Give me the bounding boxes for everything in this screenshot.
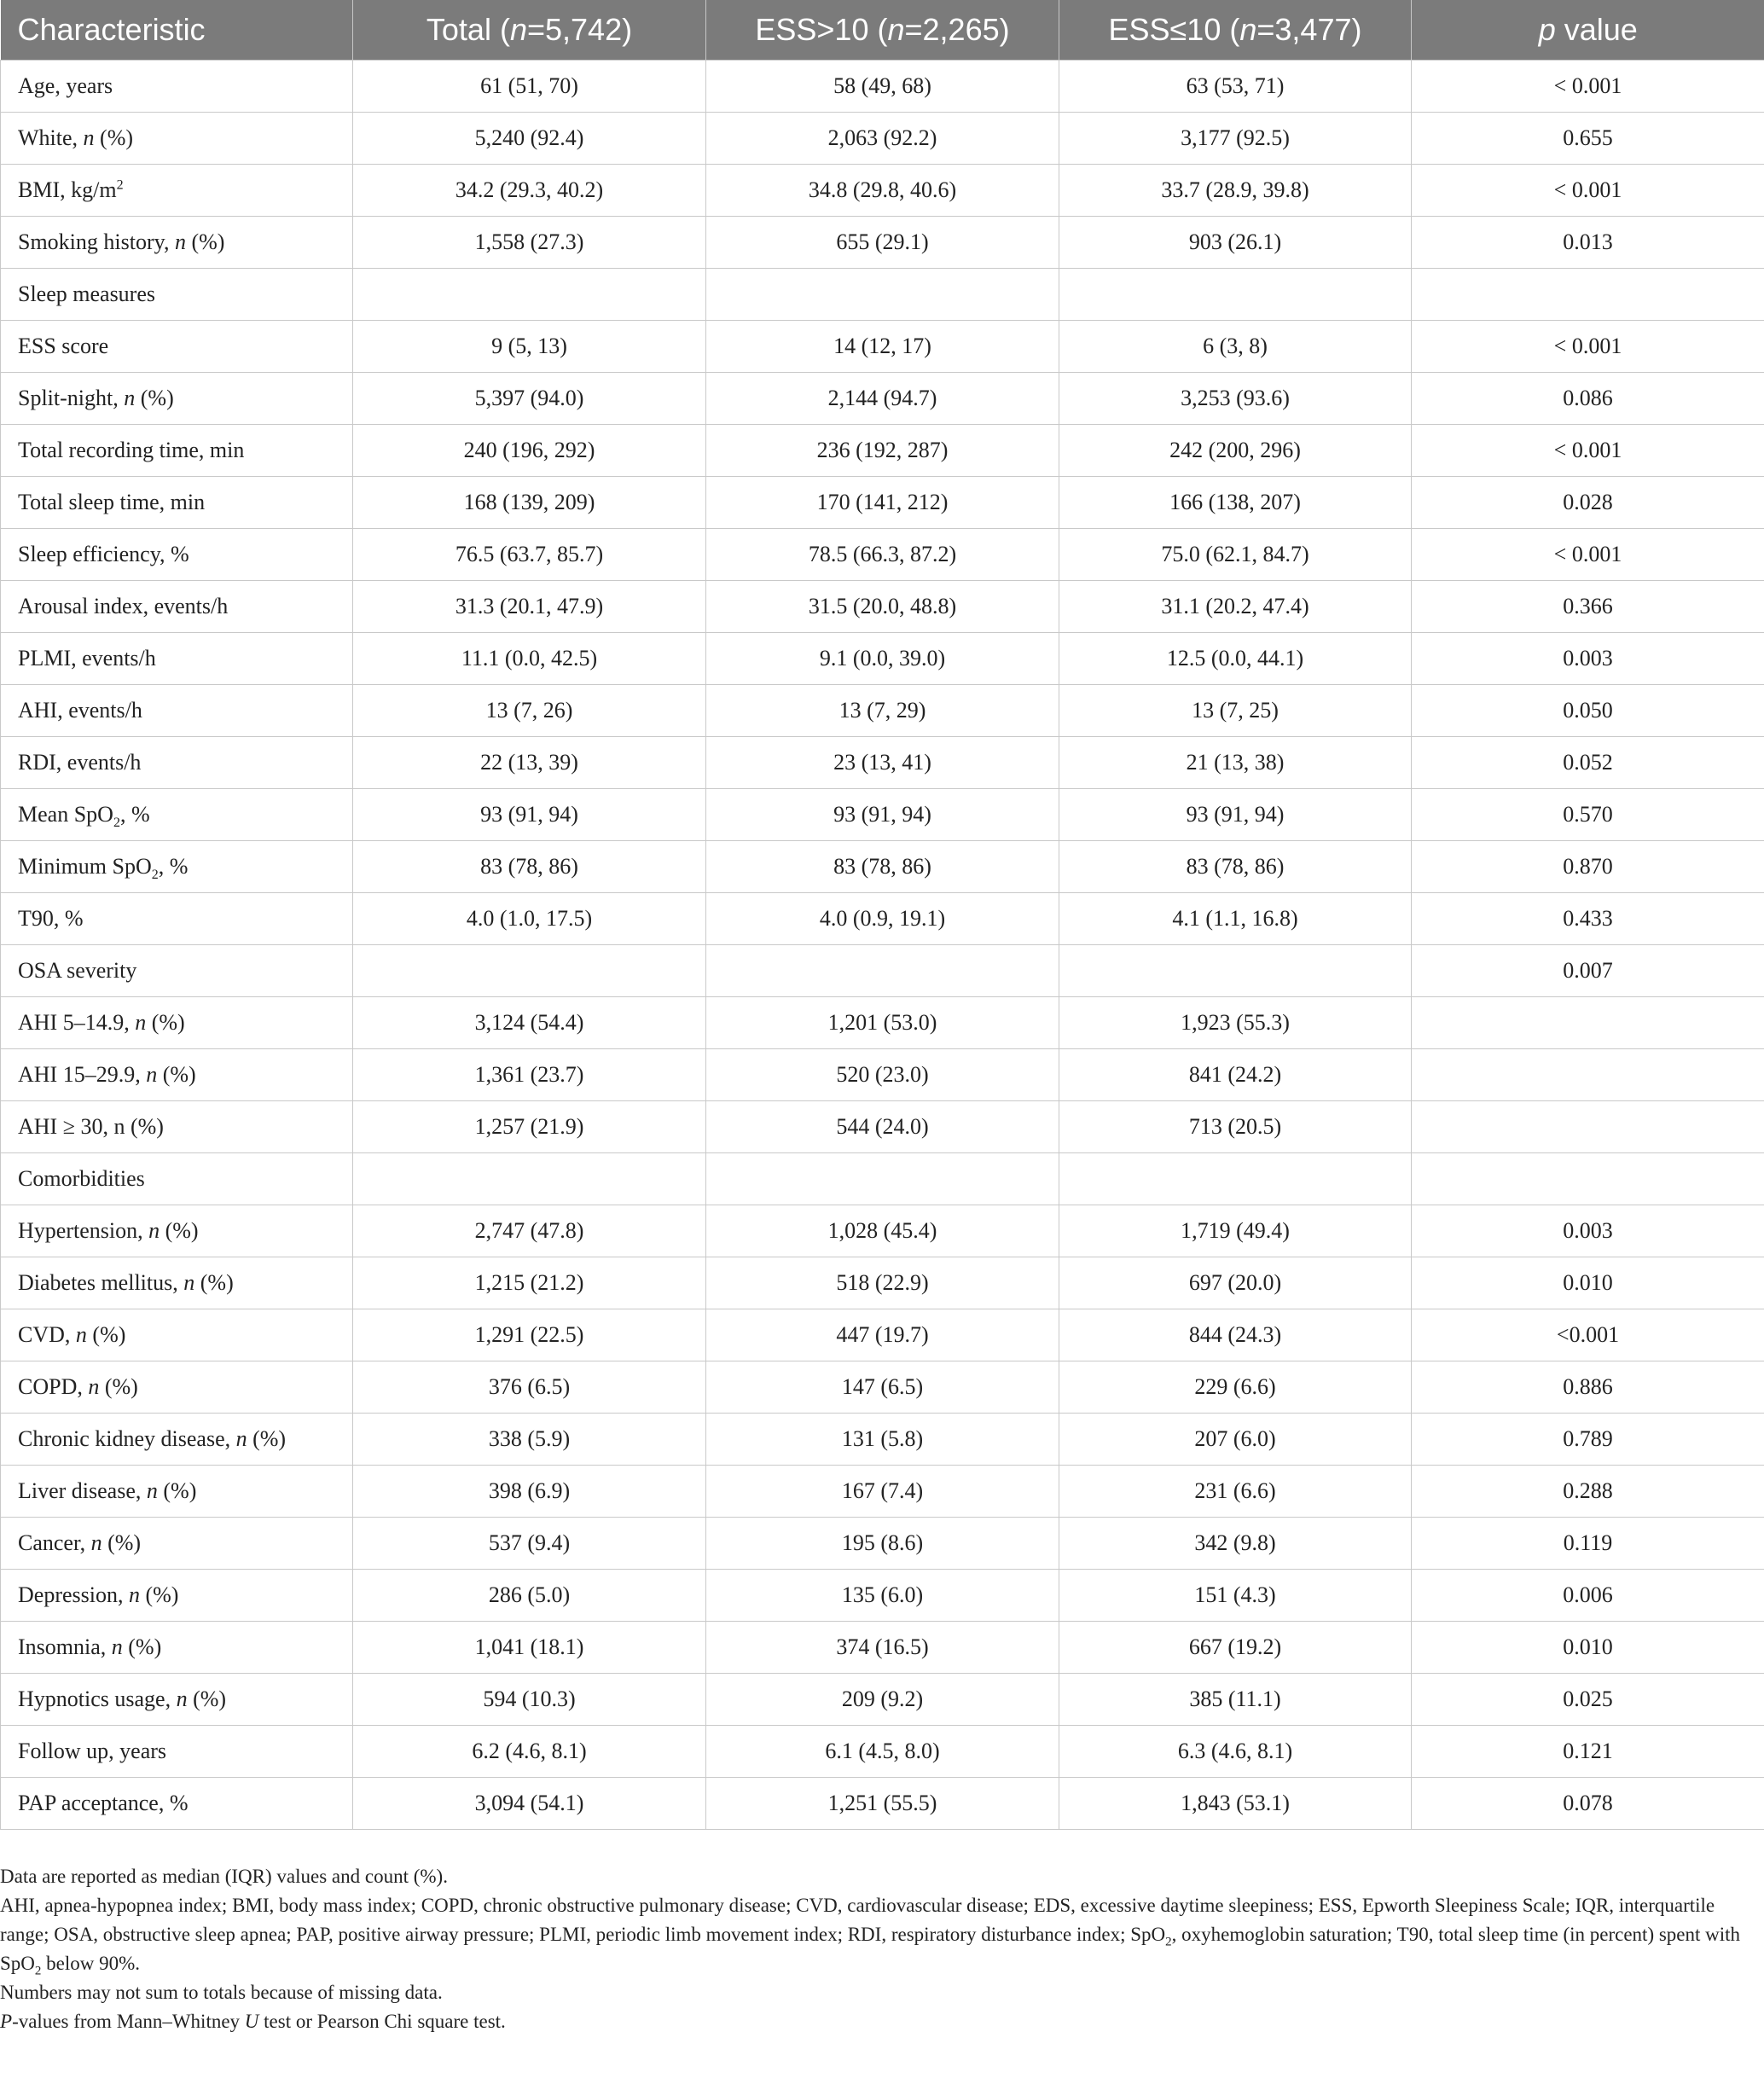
cell-ess-high: 655 (29.1): [706, 217, 1059, 269]
cell-total: 5,397 (94.0): [353, 373, 706, 425]
cell-ess-high: 1,028 (45.4): [706, 1205, 1059, 1257]
cell-ess-low: 166 (138, 207): [1059, 477, 1412, 529]
table-body: [1, 61, 1764, 1830]
cell-p-value: 0.086: [1412, 373, 1764, 425]
cell-total: 2,747 (47.8): [353, 1205, 706, 1257]
cell-ess-high: 6.1 (4.5, 8.0): [706, 1726, 1059, 1778]
row-label-text: AHI, events/h: [18, 698, 142, 723]
cell-ess-high: 374 (16.5): [706, 1622, 1059, 1674]
cell-total: 1,257 (21.9): [353, 1101, 706, 1153]
row-label-italic: n: [128, 1582, 140, 1607]
cell-ess-high: 167 (7.4): [706, 1466, 1059, 1518]
row-label-text: Split-night,: [18, 386, 125, 410]
cell-p-value: < 0.001: [1412, 61, 1764, 113]
cell-ess-low: 6.3 (4.6, 8.1): [1059, 1726, 1412, 1778]
row-label: [1, 1778, 353, 1830]
row-label-text: Total recording time, min: [18, 438, 245, 462]
cell-p-value: 0.121: [1412, 1726, 1764, 1778]
cell-ess-high: [706, 1153, 1059, 1205]
footnote-missing-data: Numbers may not sum to totals because of missing data.: [0, 1982, 443, 2003]
cell-total: [353, 1153, 706, 1205]
row-label-text: AHI ≥ 30, n (%): [18, 1114, 164, 1139]
row-label: [1, 1205, 353, 1257]
table-row: [1, 685, 1764, 737]
cell-total: 5,240 (92.4): [353, 113, 706, 165]
cell-ess-low: [1059, 1153, 1412, 1205]
table-row: [1, 737, 1764, 789]
cell-ess-low: 844 (24.3): [1059, 1309, 1412, 1361]
cell-ess-low: 31.1 (20.2, 47.4): [1059, 581, 1412, 633]
cell-p-value: < 0.001: [1412, 321, 1764, 373]
table-row: [1, 841, 1764, 893]
row-label-italic: n: [235, 1426, 247, 1451]
cell-p-value: 0.010: [1412, 1257, 1764, 1309]
cell-p-value: 0.655: [1412, 113, 1764, 165]
table-row: [1, 529, 1764, 581]
cell-p-value: 0.570: [1412, 789, 1764, 841]
header-row: [1, 0, 1764, 61]
cell-total: 168 (139, 209): [353, 477, 706, 529]
row-label-text: Age, years: [18, 73, 113, 98]
row-label: [1, 581, 353, 633]
row-label: [1, 1518, 353, 1570]
cell-total: 1,041 (18.1): [353, 1622, 706, 1674]
cell-p-value: [1412, 1049, 1764, 1101]
cell-ess-high: [706, 945, 1059, 997]
row-label: [1, 1101, 353, 1153]
cell-ess-high: 31.5 (20.0, 48.8): [706, 581, 1059, 633]
cell-ess-low: 151 (4.3): [1059, 1570, 1412, 1622]
row-label-text: Cancer,: [18, 1530, 91, 1555]
table-row: [1, 1674, 1764, 1726]
row-label-text: Follow up, years: [18, 1739, 167, 1763]
cell-p-value: 0.366: [1412, 581, 1764, 633]
cell-p-value: < 0.001: [1412, 425, 1764, 477]
row-label-superscript: 2: [116, 177, 124, 193]
cell-p-value: 0.789: [1412, 1414, 1764, 1466]
table-row: [1, 61, 1764, 113]
row-label-text: , %: [158, 854, 189, 879]
row-label: [1, 1153, 353, 1205]
table-row: [1, 1726, 1764, 1778]
row-label-text: Hypnotics usage,: [18, 1687, 177, 1711]
cell-ess-low: 1,719 (49.4): [1059, 1205, 1412, 1257]
cell-total: 1,215 (21.2): [353, 1257, 706, 1309]
cell-ess-high: 2,144 (94.7): [706, 373, 1059, 425]
cell-ess-low: 21 (13, 38): [1059, 737, 1412, 789]
row-label-text: (%): [146, 1010, 185, 1035]
footnote-data-note: Data are reported as median (IQR) values and count (%).: [0, 1866, 448, 1887]
row-label-text: (%): [122, 1634, 162, 1659]
row-label: [1, 1049, 353, 1101]
row-label-text: (%): [160, 1218, 199, 1243]
row-label: [1, 685, 353, 737]
row-label-text: (%): [194, 1270, 234, 1295]
cell-p-value: 0.028: [1412, 477, 1764, 529]
table-row: [1, 1153, 1764, 1205]
cell-ess-high: 447 (19.7): [706, 1309, 1059, 1361]
row-label-text: (%): [247, 1426, 287, 1451]
cell-total: 3,094 (54.1): [353, 1778, 706, 1830]
cell-ess-low: 3,177 (92.5): [1059, 113, 1412, 165]
cell-ess-low: 3,253 (93.6): [1059, 373, 1412, 425]
row-label-text: (%): [157, 1062, 196, 1087]
cell-p-value: < 0.001: [1412, 165, 1764, 217]
row-label: [1, 1309, 353, 1361]
cell-total: 537 (9.4): [353, 1518, 706, 1570]
row-label-text: AHI 15–29.9,: [18, 1062, 147, 1087]
row-label-text: White,: [18, 125, 84, 150]
row-label: [1, 1674, 353, 1726]
cell-ess-high: 34.8 (29.8, 40.6): [706, 165, 1059, 217]
cell-ess-low: 242 (200, 296): [1059, 425, 1412, 477]
row-label: [1, 789, 353, 841]
row-label-text: COPD,: [18, 1374, 89, 1399]
cell-ess-low: 63 (53, 71): [1059, 61, 1412, 113]
cell-total: 83 (78, 86): [353, 841, 706, 893]
cell-ess-low: 1,843 (53.1): [1059, 1778, 1412, 1830]
row-label-text: Mean SpO: [18, 802, 113, 827]
row-label: [1, 1257, 353, 1309]
cell-total: 6.2 (4.6, 8.1): [353, 1726, 706, 1778]
row-label-text: Depression,: [18, 1582, 129, 1607]
table-row: [1, 1205, 1764, 1257]
row-label-text: (%): [157, 1478, 197, 1503]
row-label-text: PAP acceptance, %: [18, 1791, 189, 1815]
row-label: [1, 529, 353, 581]
cell-total: 398 (6.9): [353, 1466, 706, 1518]
table-row: [1, 269, 1764, 321]
row-label-text: Chronic kidney disease,: [18, 1426, 236, 1451]
cell-ess-low: 841 (24.2): [1059, 1049, 1412, 1101]
row-label-text: Total sleep time, min: [18, 490, 206, 514]
row-label: [1, 1726, 353, 1778]
table-row: [1, 1622, 1764, 1674]
row-label: [1, 113, 353, 165]
row-label: [1, 477, 353, 529]
cell-ess-low: 207 (6.0): [1059, 1414, 1412, 1466]
cell-p-value: 0.288: [1412, 1466, 1764, 1518]
row-label-text: Smoking history,: [18, 229, 175, 254]
header-ess-low: ESS≤10 (n=3,477): [1059, 0, 1412, 61]
table-row: [1, 789, 1764, 841]
cell-ess-high: 195 (8.6): [706, 1518, 1059, 1570]
cell-ess-high: 58 (49, 68): [706, 61, 1059, 113]
cell-total: 240 (196, 292): [353, 425, 706, 477]
row-label-text: Diabetes mellitus,: [18, 1270, 184, 1295]
cell-p-value: [1412, 1153, 1764, 1205]
row-label-text: Hypertension,: [18, 1218, 149, 1243]
row-label-italic: n: [75, 1322, 87, 1347]
row-label-italic: n: [183, 1270, 195, 1295]
header-total: Total (n=5,742): [353, 0, 706, 61]
row-label: [1, 1622, 353, 1674]
cell-ess-low: 342 (9.8): [1059, 1518, 1412, 1570]
row-label-text: , %: [119, 802, 150, 827]
table-row: [1, 633, 1764, 685]
cell-ess-low: 667 (19.2): [1059, 1622, 1412, 1674]
table-row: [1, 945, 1764, 997]
row-label-text: (%): [139, 1582, 179, 1607]
row-label: [1, 841, 353, 893]
cell-p-value: 0.886: [1412, 1361, 1764, 1414]
cell-p-value: 0.003: [1412, 1205, 1764, 1257]
row-label-italic: n: [148, 1218, 160, 1243]
cell-ess-low: 697 (20.0): [1059, 1257, 1412, 1309]
row-label-text: Liver disease,: [18, 1478, 147, 1503]
row-label-subscript: 2: [113, 816, 120, 831]
table-row: [1, 1309, 1764, 1361]
row-label: [1, 633, 353, 685]
header-ess-high: ESS>10 (n=2,265): [706, 0, 1059, 61]
header-characteristic: Characteristic: [1, 0, 353, 61]
cell-total: 1,558 (27.3): [353, 217, 706, 269]
row-label: [1, 1466, 353, 1518]
row-label: [1, 737, 353, 789]
cell-p-value: 0.013: [1412, 217, 1764, 269]
table-row: [1, 165, 1764, 217]
cell-p-value: <0.001: [1412, 1309, 1764, 1361]
row-label: [1, 893, 353, 945]
cell-ess-high: 2,063 (92.2): [706, 113, 1059, 165]
cell-p-value: 0.003: [1412, 633, 1764, 685]
row-label-text: (%): [94, 125, 134, 150]
row-label-text: AHI 5–14.9,: [18, 1010, 136, 1035]
cell-ess-high: 93 (91, 94): [706, 789, 1059, 841]
table-row: [1, 1361, 1764, 1414]
row-label-italic: n: [83, 125, 95, 150]
cell-ess-high: 83 (78, 86): [706, 841, 1059, 893]
row-label-text: (%): [99, 1374, 138, 1399]
cell-ess-low: 903 (26.1): [1059, 217, 1412, 269]
row-label: [1, 61, 353, 113]
cell-ess-low: 385 (11.1): [1059, 1674, 1412, 1726]
cell-ess-low: 93 (91, 94): [1059, 789, 1412, 841]
cell-ess-low: 1,923 (55.3): [1059, 997, 1412, 1049]
row-label-text: (%): [86, 1322, 126, 1347]
row-label-italic: n: [146, 1478, 158, 1503]
cell-total: 286 (5.0): [353, 1570, 706, 1622]
cell-total: 11.1 (0.0, 42.5): [353, 633, 706, 685]
table-row: [1, 581, 1764, 633]
row-label-text: Sleep measures: [18, 282, 156, 306]
cell-ess-low: 4.1 (1.1, 16.8): [1059, 893, 1412, 945]
cell-p-value: 0.006: [1412, 1570, 1764, 1622]
table-row: [1, 373, 1764, 425]
row-label-text: RDI, events/h: [18, 750, 142, 775]
row-label: [1, 321, 353, 373]
cell-ess-low: 6 (3, 8): [1059, 321, 1412, 373]
row-label-italic: n: [111, 1634, 123, 1659]
cell-total: 34.2 (29.3, 40.2): [353, 165, 706, 217]
cell-p-value: 0.078: [1412, 1778, 1764, 1830]
cell-ess-high: 4.0 (0.9, 19.1): [706, 893, 1059, 945]
table-row: [1, 1414, 1764, 1466]
cell-p-value: [1412, 997, 1764, 1049]
cell-total: 22 (13, 39): [353, 737, 706, 789]
row-label: [1, 1570, 353, 1622]
cell-total: 376 (6.5): [353, 1361, 706, 1414]
cell-p-value: 0.050: [1412, 685, 1764, 737]
cell-ess-high: 1,251 (55.5): [706, 1778, 1059, 1830]
cell-total: 61 (51, 70): [353, 61, 706, 113]
cell-p-value: 0.010: [1412, 1622, 1764, 1674]
row-label-text: ESS score: [18, 334, 109, 358]
row-label-italic: n: [90, 1530, 102, 1555]
cell-ess-high: 518 (22.9): [706, 1257, 1059, 1309]
row-label-text: Comorbidities: [18, 1166, 145, 1191]
cell-total: [353, 945, 706, 997]
row-label-text: Minimum SpO: [18, 854, 152, 879]
cell-ess-low: 229 (6.6): [1059, 1361, 1412, 1414]
row-label-text: CVD,: [18, 1322, 76, 1347]
table-row: [1, 1778, 1764, 1830]
row-label: [1, 997, 353, 1049]
cell-ess-high: 236 (192, 287): [706, 425, 1059, 477]
cell-p-value: 0.007: [1412, 945, 1764, 997]
cell-ess-high: 209 (9.2): [706, 1674, 1059, 1726]
cell-ess-high: 520 (23.0): [706, 1049, 1059, 1101]
footnote-abbreviations: AHI, apnea-hypopnea index; BMI, body mass index; COPD, chronic obstructive pulmonary disease; CVD, cardiovascular disease; EDS, excessive daytime sleepiness; ESS, Epworth Sleepiness Scale; IQR, interquartile range; OSA, obstructive sleep apnea; PAP, positive airway pressure; PLMI, periodic limb movement index; RDI, respiratory disturbance index; SpO$_2$, oxyhemoglobin saturation; T90, total sleep time (in percent) spent with SpO$_2$ below 90%.: [0, 1895, 1741, 1978]
cell-total: 594 (10.3): [353, 1674, 706, 1726]
row-label-subscript: 2: [151, 868, 159, 883]
row-label-text: Insomnia,: [18, 1634, 112, 1659]
cell-ess-low: 231 (6.6): [1059, 1466, 1412, 1518]
row-label: [1, 1361, 353, 1414]
cell-ess-high: 544 (24.0): [706, 1101, 1059, 1153]
cell-ess-high: 170 (141, 212): [706, 477, 1059, 529]
row-label: [1, 373, 353, 425]
row-label-text: (%): [102, 1530, 142, 1555]
cell-ess-low: 83 (78, 86): [1059, 841, 1412, 893]
table-header: [1, 0, 1764, 61]
cell-ess-low: [1059, 945, 1412, 997]
table-row: [1, 321, 1764, 373]
cell-ess-low: 12.5 (0.0, 44.1): [1059, 633, 1412, 685]
cell-total: [353, 269, 706, 321]
table-row: [1, 1466, 1764, 1518]
cell-p-value: 0.433: [1412, 893, 1764, 945]
row-label-italic: n: [174, 229, 186, 254]
cell-ess-high: 1,201 (53.0): [706, 997, 1059, 1049]
cell-ess-low: 75.0 (62.1, 84.7): [1059, 529, 1412, 581]
table-row: [1, 997, 1764, 1049]
row-label-italic: n: [135, 1010, 147, 1035]
cell-p-value: 0.052: [1412, 737, 1764, 789]
cell-ess-high: [706, 269, 1059, 321]
cell-ess-high: 9.1 (0.0, 39.0): [706, 633, 1059, 685]
row-label-italic: n: [124, 386, 136, 410]
header-p-value: p value: [1412, 0, 1764, 61]
cell-total: 13 (7, 26): [353, 685, 706, 737]
cell-total: 76.5 (63.7, 85.7): [353, 529, 706, 581]
row-label: [1, 217, 353, 269]
table-row: [1, 113, 1764, 165]
cell-p-value: 0.025: [1412, 1674, 1764, 1726]
row-label-text: BMI, kg/m: [18, 177, 117, 202]
cell-ess-high: 14 (12, 17): [706, 321, 1059, 373]
footnote-p-values: P-values from Mann–Whitney U test or Pearson Chi square test.: [0, 2011, 506, 2032]
cell-ess-high: 131 (5.8): [706, 1414, 1059, 1466]
table-row: [1, 217, 1764, 269]
table-row: [1, 1049, 1764, 1101]
cell-p-value: [1412, 269, 1764, 321]
table-footnotes: [0, 1862, 1749, 2036]
table-row: [1, 425, 1764, 477]
row-label-text: Sleep efficiency, %: [18, 542, 189, 566]
row-label: [1, 1414, 353, 1466]
table-row: [1, 477, 1764, 529]
cell-ess-low: 13 (7, 25): [1059, 685, 1412, 737]
row-label-italic: n: [176, 1687, 188, 1711]
row-label-text: (%): [187, 1687, 227, 1711]
row-label: [1, 425, 353, 477]
cell-ess-low: 713 (20.5): [1059, 1101, 1412, 1153]
cell-ess-high: 147 (6.5): [706, 1361, 1059, 1414]
row-label-text: (%): [135, 386, 174, 410]
table-row: [1, 893, 1764, 945]
cell-p-value: < 0.001: [1412, 529, 1764, 581]
row-label: [1, 945, 353, 997]
table-row: [1, 1518, 1764, 1570]
row-label-italic: n: [88, 1374, 100, 1399]
cell-ess-high: 78.5 (66.3, 87.2): [706, 529, 1059, 581]
cell-total: 9 (5, 13): [353, 321, 706, 373]
cell-total: 338 (5.9): [353, 1414, 706, 1466]
cell-p-value: [1412, 1101, 1764, 1153]
cell-ess-low: 33.7 (28.9, 39.8): [1059, 165, 1412, 217]
cell-total: 1,291 (22.5): [353, 1309, 706, 1361]
cell-p-value: 0.119: [1412, 1518, 1764, 1570]
row-label-text: Arousal index, events/h: [18, 594, 229, 618]
table-row: [1, 1101, 1764, 1153]
cell-total: 3,124 (54.4): [353, 997, 706, 1049]
cell-ess-high: 135 (6.0): [706, 1570, 1059, 1622]
row-label: [1, 269, 353, 321]
cell-ess-high: 23 (13, 41): [706, 737, 1059, 789]
table-row: [1, 1570, 1764, 1622]
cell-total: 93 (91, 94): [353, 789, 706, 841]
cell-total: 31.3 (20.1, 47.9): [353, 581, 706, 633]
row-label-text: (%): [185, 229, 225, 254]
table-row: [1, 1257, 1764, 1309]
cell-total: 1,361 (23.7): [353, 1049, 706, 1101]
row-label-text: OSA severity: [18, 958, 137, 983]
row-label-italic: n: [146, 1062, 158, 1087]
row-label: [1, 165, 353, 217]
cell-p-value: 0.870: [1412, 841, 1764, 893]
row-label-text: PLMI, events/h: [18, 646, 156, 671]
cell-ess-high: 13 (7, 29): [706, 685, 1059, 737]
cell-total: 4.0 (1.0, 17.5): [353, 893, 706, 945]
row-label-text: T90, %: [18, 906, 84, 931]
cell-ess-low: [1059, 269, 1412, 321]
